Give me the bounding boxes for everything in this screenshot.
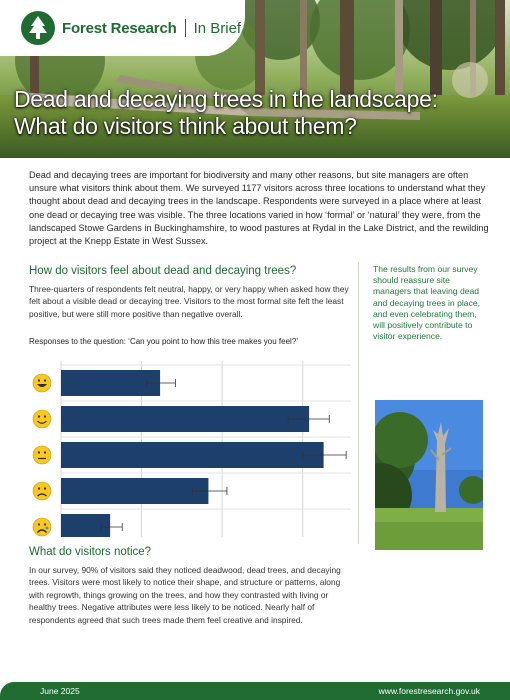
chart-bar <box>61 478 208 504</box>
chart-bar <box>61 442 324 468</box>
brand-bar <box>0 0 245 56</box>
footer-url[interactable]: www.forestresearch.gov.uk <box>378 686 480 696</box>
chart-emoji-labels <box>33 374 51 536</box>
chart-bar <box>61 514 110 537</box>
very-sad-face-icon <box>33 518 51 536</box>
dead-tree-photo <box>375 400 483 550</box>
section-heading-notice: What do visitors notice? <box>29 546 152 558</box>
footer-bar <box>0 682 510 700</box>
chart-question: Responses to the question: ‘Can you point to how this tree makes you feel?’ <box>29 337 299 346</box>
footer-date: June 2025 <box>40 686 80 696</box>
chart-bar <box>61 406 309 432</box>
section-body-notice: In our survey, 90% of visitors said they noticed deadwood, dead trees, and decaying trees. Visitors were most likely to notice their shape, and structure or patterns, along with regrowth, things growing on the trees, and how they contrasted with living or healthy trees. Negative attributes were less likely to be noticed. Nearly half of respondents agreed that such trees made them feel creative and inspired. <box>29 565 341 625</box>
side-quote: The results from our survey should reassure site managers that leaving dead and decaying trees in place, and even celebrating them, will positively contribute to visitor experience. <box>373 264 481 342</box>
page-title <box>14 86 504 140</box>
very-happy-face-icon <box>33 374 51 392</box>
neutral-face-icon <box>33 446 51 464</box>
brand-series: In Brief <box>193 19 242 37</box>
happy-face-icon <box>33 410 51 428</box>
title-line-1: Dead and decaying trees in the landscape: <box>14 86 438 112</box>
chart-bar <box>61 370 160 396</box>
hero-banner <box>0 0 510 158</box>
title-line-2: What do visitors think about them? <box>14 113 357 139</box>
forest-research-logo-icon <box>20 10 56 46</box>
section-body-feel: Three-quarters of respondents felt neutral, happy, or very happy when asked how they felt about a visible dead or decaying tree. Visitors to the most formal site felt the least positive, but were still more positive than negative overall. <box>29 284 349 319</box>
feelings-bar-chart <box>28 357 358 537</box>
intro-paragraph: Dead and decaying trees are important for biodiversity and many other reasons, but site managers are often unsure what visitors think about them. We surveyed 1177 visitors across three locations to understand what they thought about dead and decaying trees in the landscape. Respondents were surveyed in a place where at least one dead or decaying tree was visible. The three locations varied in how ‘formal’ or ‘natural’ they were, from the landscaped Stowe Gardens in Buckinghamshire, to wood pastures at Rydal in the Lake District, and the rewilding project at the Knepp Estate in West Sussex. <box>29 170 489 247</box>
chart-bars <box>61 370 324 537</box>
brand-name: Forest Research <box>62 19 177 37</box>
sad-face-icon <box>33 482 51 500</box>
section-heading-feel: How do visitors feel about dead and decaying trees? <box>29 265 297 277</box>
column-divider <box>358 262 359 544</box>
brand-separator <box>185 19 186 37</box>
